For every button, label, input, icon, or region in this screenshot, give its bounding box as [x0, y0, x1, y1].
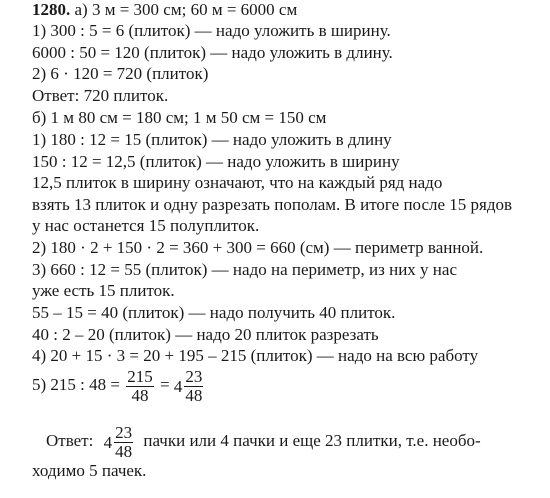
step-a2: 2) 6 · 120 = 720 (плиток)	[32, 64, 209, 83]
equals-sign: =	[159, 375, 170, 394]
answer-whole: 4	[103, 432, 113, 452]
step-b4: 4) 20 + 15 · 3 = 20 + 195 – 215 (плиток) — надо на всю работу	[32, 346, 479, 365]
mixed-fraction	[184, 368, 203, 405]
answer-text: пачки или 4 пачки и еще 23 плитки, т.е. необо-	[143, 431, 481, 450]
answer-a: Ответ: 720 плиток.	[32, 86, 169, 105]
answer-text-continued: ходимо 5 пачек.	[32, 461, 147, 480]
explanation-line-2: взять 13 плиток и одну разрезать пополам. В итоге после 15 рядов	[32, 195, 513, 214]
mixed-whole: 4	[173, 376, 183, 396]
mixed-number	[174, 367, 206, 406]
step-b2: 2) 180 · 2 + 150 · 2 = 360 + 300 = 660 (см) — периметр ванной.	[32, 238, 484, 257]
explanation-line-3: у нас останется 15 полуплиток.	[32, 216, 260, 235]
step-a1b: 6000 : 50 = 120 (плиток) — надо уложить в длину.	[32, 43, 393, 62]
answer-mixed-number	[104, 423, 136, 462]
final-answer-line	[46, 422, 481, 462]
problem-number: 1280.	[32, 0, 71, 19]
step-a1: 1) 300 : 5 = 6 (плиток) –– надо уложить в ширину.	[32, 21, 391, 40]
part-a-header-line	[32, 0, 297, 20]
step-b1: 1) 180 : 12 = 15 (плиток) — надо уложить в длину	[32, 130, 392, 149]
answer-denominator: 48	[115, 442, 133, 462]
fraction-numerator: 215	[127, 366, 153, 386]
step-b5	[32, 366, 205, 406]
fraction-denominator: 48	[131, 385, 149, 405]
step-b5-prefix: 5) 215 : 48 =	[32, 375, 120, 394]
step-b3b: уже есть 15 плиток.	[32, 281, 175, 300]
step-b3c: 55 – 15 = 40 (плиток) –– надо получить 40 плиток.	[32, 303, 396, 322]
explanation-line-1: 12,5 плиток в ширину означают, что на каждый ряд надо	[32, 173, 443, 192]
answer-label: Ответ:	[46, 431, 94, 450]
step-b3d: 40 : 2 – 20 (плиток) — надо 20 плиток разрезать	[32, 325, 379, 344]
step-b3: 3) 660 : 12 = 55 (плиток) — надо на периметр, из них у нас	[32, 260, 457, 279]
part-b-header: б) 1 м 80 см = 180 см; 1 м 50 см = 150 см	[32, 108, 327, 127]
answer-fraction	[114, 424, 133, 461]
mixed-numerator: 23	[185, 367, 203, 387]
fraction-215-48	[126, 368, 154, 405]
part-a-header: а) 3 м = 300 см; 60 м = 6000 см	[74, 0, 298, 19]
step-b1b: 150 : 12 = 12,5 (плиток) — надо уложить в ширину	[32, 152, 400, 171]
mixed-denominator: 48	[185, 386, 203, 406]
answer-numerator: 23	[115, 423, 133, 443]
